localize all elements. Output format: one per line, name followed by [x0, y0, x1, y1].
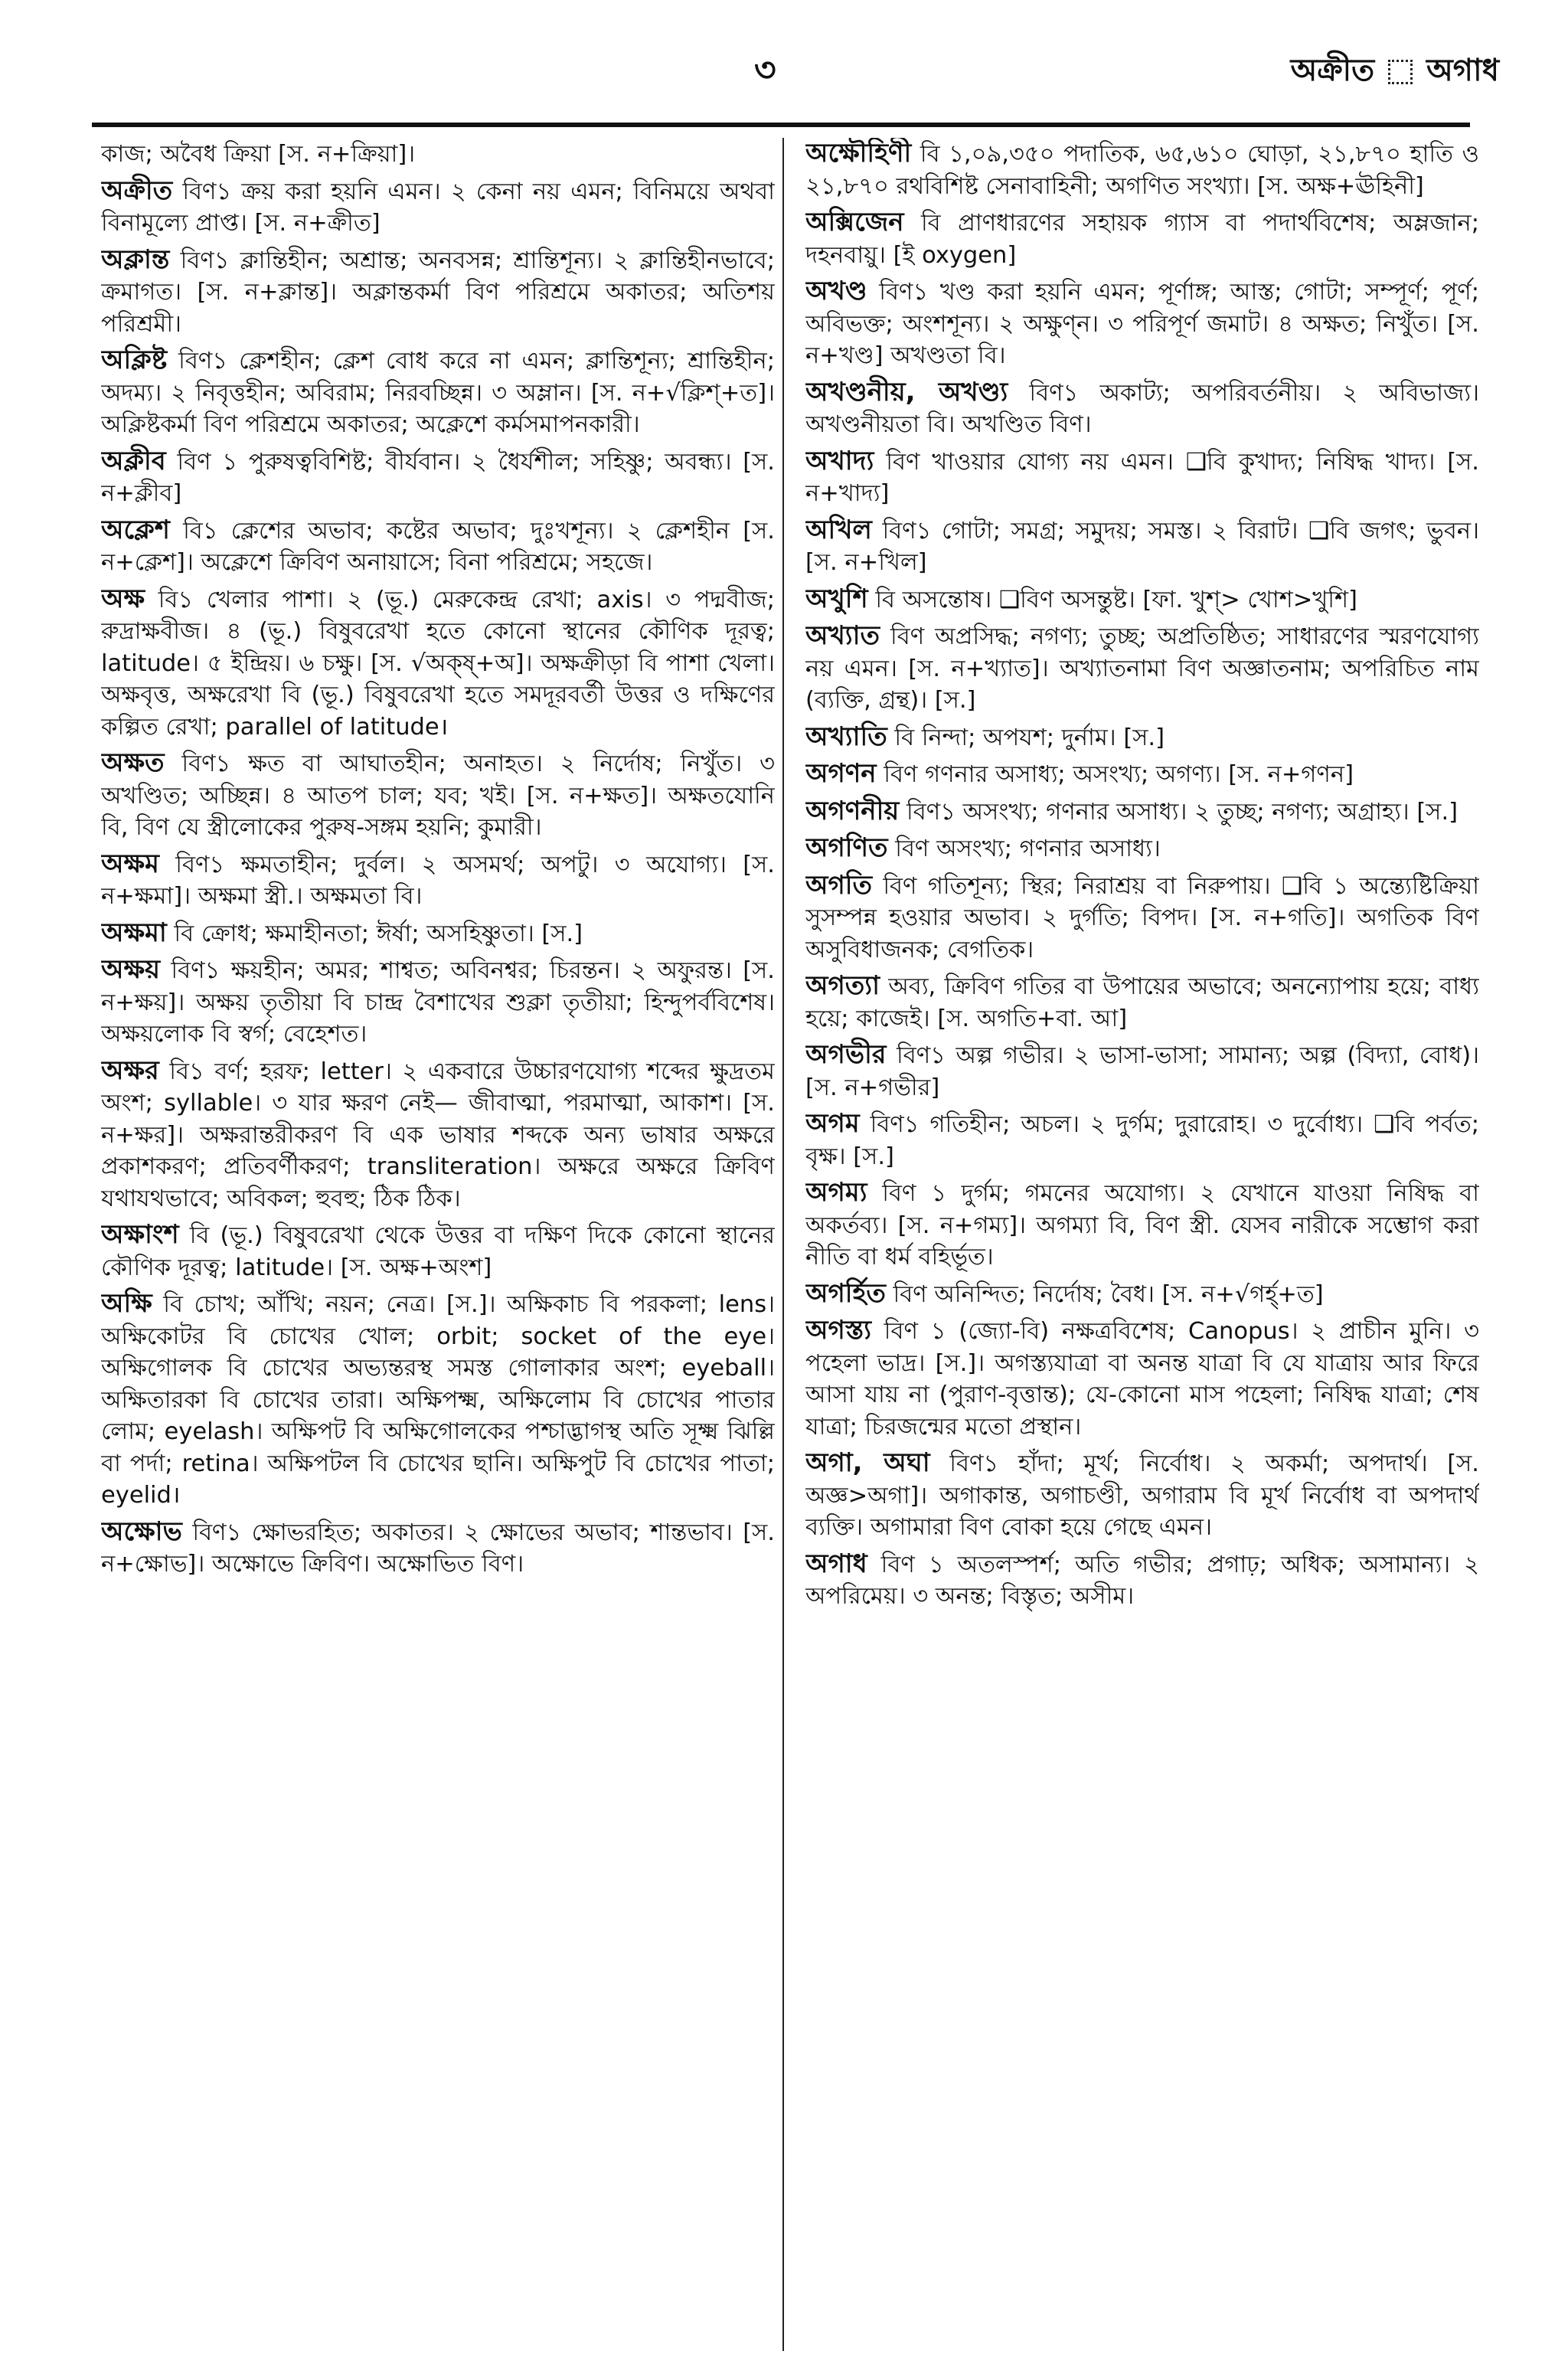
dictionary-entry [805, 970, 1479, 1035]
running-head [1291, 46, 1499, 97]
dictionary-entry [805, 721, 1479, 754]
dictionary-entry [805, 584, 1479, 616]
entry-headword: অখিল [805, 514, 872, 545]
entry-headword: অক্লান্ত [101, 244, 170, 275]
dictionary-entry [805, 832, 1479, 865]
column-divider [782, 138, 784, 2351]
dictionary-entry [101, 138, 775, 171]
entry-headword: অক্ষত [101, 747, 165, 778]
entry-definition: বি প্রাণধারণের সহায়ক গ্যাস বা পদার্থবিশেষ; অম্লজান; দহনবায়ু। [ই oxygen] [805, 210, 1479, 269]
entry-headword: অক্ষোভ [101, 1516, 182, 1547]
dictionary-entry [101, 1288, 775, 1512]
dictionary-entry [805, 870, 1479, 966]
dictionary-entry [805, 207, 1479, 271]
dictionary-entry [101, 1516, 775, 1581]
dictionary-entry [805, 276, 1479, 372]
entry-headword: অগম্য [805, 1177, 867, 1208]
dictionary-entry [101, 1219, 775, 1283]
entry-definition: বি (ভূ.) বিষুবরেখা থেকে উত্তর বা দক্ষিণ দিকে কোনো স্থানের কৌণিক দূরত্ব; latitude। [স. অক্ষ+অংশ] [101, 1222, 775, 1281]
dictionary-entry [101, 917, 775, 950]
entry-definition: বিণ১ ক্ষত বা আঘাতহীন; অনাহত। ২ নির্দোষ; নিখুঁত। ৩ অখণ্ডিত; অচ্ছিন্ন। ৪ আতপ চাল; যব; খই। [স. ন+ক্ষত]। অক্ষতযোনি বি, বিণ যে স্ত্রীলোকের পুরুষ-সঙ্গম হয়নি; কুমারী। [101, 750, 775, 841]
entry-headword: অক্রীত [101, 175, 173, 206]
entry-definition: বিণ১ ক্লেশহীন; ক্লেশ বোধ করে না এমন; ক্লান্তিশূন্য; শ্রান্তিহীন; অদম্য। ২ নিবৃত্তহীন; অবিরাম; নিরবচ্ছিন্ন। ৩ অম্লান। [স. ন+√ক্লিশ্+ত]। অক্লিষ্টকর্মা বিণ পরিশ্রমে অকাতর; অক্লেশে কর্মসমাপনকারী। [101, 348, 775, 438]
entry-headword: অক্লিষ্ট [101, 345, 168, 375]
entry-definition: বি অসন্তোষ। ❑বিণ অসন্তুষ্ট। [ফা. খুশ্> খোশ>খুশি] [867, 586, 1357, 613]
entry-headword: অগভীর [805, 1039, 887, 1070]
entry-definition: বিণ১ অকাট্য; অপরিবর্তনীয়। ২ অবিভাজ্য। অখণ্ডনীয়তা বি। অখণ্ডিত বিণ। [805, 379, 1479, 438]
entry-headword: অগণিত [805, 832, 888, 863]
dictionary-entry [101, 849, 775, 913]
entry-definition: বিণ১ হাঁদা; মূর্খ; নির্বোধ। ২ অকর্মা; অপদার্থ। [স. অজ্ঞ>অগা]। অগাকান্ত, অগাচণ্ডী, অগারাম বি মূর্খ নির্বোধ বা অপদার্থ ব্যক্তি। অগামারা বিণ বোকা হয়ে গেছে এমন। [805, 1450, 1479, 1541]
running-head-last-word: অগাধ [1426, 53, 1499, 88]
entry-definition: বিণ অনিন্দিত; নির্দোষ; বৈধ। [স. ন+√গর্হ্+ত] [885, 1280, 1324, 1308]
dictionary-entry [805, 1278, 1479, 1311]
entry-definition: বিণ অসংখ্য; গণনার অসাধ্য। [887, 835, 1161, 862]
entry-definition: বিণ ১ (জ্যো-বি) নক্ষত্রবিশেষ; Canopus। ২ প্রাচীন মুনি। ৩ পহেলা ভাদ্র। [স.]। অগস্ত্যযাত্রা বা অনন্ত যাত্রা বি যে যাত্রায় আর ফিরে আসা যায় না (পুরাণ-বৃত্তান্ত); যে-কোনো মাস পহেলা; নিষিদ্ধ যাত্রা; শেষ যাত্রা; চিরজন্মের মতো প্রস্থান। [805, 1318, 1479, 1440]
entry-definition: বিণ১ খণ্ড করা হয়নি এমন; পূর্ণাঙ্গ; আস্ত; গোটা; সম্পূর্ণ; পূর্ণ; অবিভক্ত; অংশশূন্য। ২ অক্ষুণ্ন। ৩ পরিপূর্ণ জমাট। ৪ অক্ষত; নিখুঁত। [স. ন+খণ্ড] অখণ্ডতা বি। [805, 279, 1479, 369]
dictionary-entry [805, 515, 1479, 579]
dictionary-entry [101, 345, 775, 441]
dictionary-entry [805, 446, 1479, 510]
page-header [0, 0, 1568, 126]
entry-headword: অখণ্ড [805, 276, 867, 306]
entry-definition: বি১ ক্লেশের অভাব; কষ্টের অভাব; দুঃখশূন্য। ২ ক্লেশহীন [স. ন+ক্লেশ]। অক্লেশে ক্রিবিণ অনায়াসে; বিনা পরিশ্রমে; সহজে। [101, 517, 775, 576]
entry-headword: অক্ষি [101, 1288, 152, 1319]
entry-headword: অখ্যাত [805, 620, 880, 651]
dictionary-entry [101, 175, 775, 240]
dictionary-entry [805, 1548, 1479, 1613]
entry-headword: অগণনীয় [805, 795, 900, 826]
entry-definition: বিণ অপ্রসিদ্ধ; নগণ্য; তুচ্ছ; অপ্রতিষ্ঠিত; সাধারণের স্মরণযোগ্য নয় এমন। [স. ন+খ্যাত]। অখ্যাতনামা বিণ অজ্ঞাতনাম; অপরিচিত নাম (ব্যক্তি, গ্রন্থ)। [স.] [805, 623, 1479, 714]
entry-definition: বিণ১ অসংখ্য; গণনার অসাধ্য। ২ তুচ্ছ; নগণ্য; অগ্রাহ্য। [স.] [899, 798, 1459, 826]
entry-headword: অক্ষ [101, 583, 145, 614]
dictionary-entry [805, 1039, 1479, 1104]
dictionary-entry [101, 584, 775, 744]
entry-headword: অক্ষম [101, 848, 159, 879]
entry-definition: কাজ; অবৈধ ক্রিয়া [স. ন+ক্রিয়া]। [101, 141, 416, 168]
entry-definition: বিণ১ ক্ষোভরহিত; অকাতর। ২ ক্ষোভের অভাব; শান্তভাব। [স. ন+ক্ষোভ]। অক্ষোভে ক্রিবিণ। অক্ষোভিত বিণ। [101, 1519, 775, 1578]
entry-definition: বিণ১ গোটা; সমগ্র; সমুদয়; সমস্ত। ২ বিরাট। ❑বি জগৎ; ভুবন। [স. ন+খিল] [805, 517, 1479, 576]
header-rule [92, 123, 1470, 127]
entry-headword: অক্ষৌহিণী [805, 138, 912, 168]
entry-headword: অগা, অঘা [805, 1447, 930, 1478]
dictionary-entry [101, 515, 775, 579]
dictionary-entry [805, 377, 1479, 441]
separator-box-icon [1388, 60, 1413, 84]
dictionary-entry [101, 244, 775, 341]
entry-definition: বিণ১ ক্লান্তিহীন; অশ্রান্ত; অনবসন্ন; শ্রান্তিশূন্য। ২ ক্লান্তিহীনভাবে; ক্রমাগত। [স. ন+ক্লান্ত]। অক্লান্তকর্মা বিণ পরিশ্রমে অকাতর; অতিশয় পরিশ্রমী। [101, 247, 775, 338]
entry-definition: বিণ১ ক্রয় করা হয়নি এমন। ২ কেনা নয় এমন; বিনিময়ে অথবা বিনামূল্যে প্রাপ্ত। [স. ন+ক্রীত] [101, 178, 775, 237]
entry-definition: বি১ খেলার পাশা। ২ (ভূ.) মেরুকেন্দ্র রেখা; axis। ৩ পদ্মবীজ; রুদ্রাক্ষবীজ। ৪ (ভূ.) বিষুবরেখা হতে কোনো স্থানের কৌণিক দূরত্ব; latitude। ৫ ইন্দ্রিয়। ৬ চক্ষু। [স. √অক্ষ্+অ]। অক্ষক্রীড়া বি পাশা খেলা। অক্ষবৃত্ত, অক্ষরেখা বি (ভূ.) বিষুবরেখা হতে সমদূরবর্তী উত্তর ও দক্ষিণের কল্পিত রেখা; parallel of latitude। [101, 586, 775, 741]
entry-headword: অগণন [805, 758, 877, 789]
entry-headword: অক্লেশ [101, 514, 170, 545]
entry-definition: বিণ১ ক্ষয়হীন; অমর; শাশ্বত; অবিনশ্বর; চিরন্তন। ২ অফুরন্ত। [স. ন+ক্ষয়]। অক্ষয় তৃতীয়া বি চান্দ্র বৈশাখের শুক্লা তৃতীয়া; হিন্দুপর্ববিশেষ। অক্ষয়লোক বি স্বর্গ; বেহেশত। [101, 957, 775, 1048]
entry-definition: বিণ১ গতিহীন; অচল। ২ দুর্গম; দুরারোহ। ৩ দুর্বোধ্য। ❑বি পর্বত; বৃক্ষ। [স.] [805, 1111, 1479, 1170]
entry-definition: বিণ১ ক্ষমতাহীন; দুর্বল। ২ অসমর্থ; অপটু। ৩ অযোগ্য। [স. ন+ক্ষমা]। অক্ষমা স্ত্রী.। অক্ষমতা বি। [101, 851, 775, 910]
dictionary-entry [805, 796, 1479, 829]
entry-definition: অব্য, ক্রিবিণ গতির বা উপায়ের অভাবে; অনন্যোপায় হয়ে; বাধ্য হয়ে; কাজেই। [স. অগতি+বা. আ] [805, 973, 1479, 1032]
entry-definition: বিণ খাওয়ার যোগ্য নয় এমন। ❑বি কুখাদ্য; নিষিদ্ধ খাদ্য। [স. ন+খাদ্য] [805, 448, 1479, 507]
dictionary-entry [805, 620, 1479, 717]
entry-headword: অক্ষমা [101, 917, 167, 948]
dictionary-entry [805, 1315, 1479, 1443]
entry-headword: অগর্হিত [805, 1277, 886, 1309]
entry-definition: বিণ ১ অতলস্পর্শ; অতি গভীর; প্রগাঢ়; অধিক; অসামান্য। ২ অপরিমেয়। ৩ অনন্ত; বিস্তৃত; অসীম। [805, 1551, 1479, 1610]
entry-headword: অখুশি [805, 583, 868, 614]
entry-definition: বিণ গণনার অসাধ্য; অসংখ্য; অগণ্য। [স. ন+গণন] [876, 761, 1354, 788]
entry-headword: অখাদ্য [805, 445, 874, 476]
entry-definition: বি ১,০৯,৩৫০ পদাতিক, ৬৫,৬১০ ঘোড়া, ২১,৮৭০ হাতি ও ২১,৮৭০ রথবিশিষ্ট সেনাবাহিনী; অগণিত সংখ্যা। [স. অক্ষ+ঊহিনী] [805, 141, 1479, 200]
dictionary-entry [805, 1177, 1479, 1274]
entry-headword: অগম [805, 1108, 860, 1139]
entry-headword: অক্ষয় [101, 954, 161, 985]
entry-definition: বিণ ১ পুরুষত্ববিশিষ্ট; বীর্যবান। ২ ধৈর্যশীল; সহিষ্ণু; অবন্ধ্য। [স. ন+ক্লীব] [101, 448, 775, 507]
entry-definition: বি নিন্দা; অপযশ; দুর্নাম। [স.] [887, 724, 1165, 751]
dictionary-entry [101, 1055, 775, 1215]
entry-headword: অগস্ত্য [805, 1315, 872, 1346]
entry-headword: অক্ষর [101, 1055, 159, 1086]
entry-definition: বি ক্রোধ; ক্ষমাহীনতা; ঈর্ষা; অসহিষ্ণুতা। [স.] [166, 920, 583, 947]
dictionary-entry [101, 446, 775, 510]
entry-headword: অগাধ [805, 1548, 867, 1579]
right-column [805, 138, 1479, 2351]
entry-headword: অখ্যাতি [805, 721, 887, 752]
dictionary-entry [805, 758, 1479, 791]
running-head-first-word: অক্রীত [1290, 53, 1375, 88]
entry-definition: বি চোখ; আঁখি; নয়ন; নেত্র। [স.]। অক্ষিকাচ বি পরকলা; lens। অক্ষিকোটর বি চোখের খোল; orbit; socket of the eye। অক্ষিগোলক বি চোখের অভ্যন্তরস্থ সমস্ত গোলাকার অংশ; eyeball। অক্ষিতারকা বি চোখের তারা। অক্ষিপক্ষ্ম, অক্ষিলোম বি চোখের পাতার লোম; eyelash। অক্ষিপট বি অক্ষিগোলকের পশ্চাদ্ভাগস্থ অতি সূক্ষ্ম ঝিল্লি বা পর্দা; retina। অক্ষিপটল বি চোখের ছানি। অক্ষিপুট বি চোখের পাতা; eyelid। [101, 1291, 775, 1509]
entry-definition: বিণ গতিশূন্য; স্থির; নিরাশ্রয় বা নিরুপায়। ❑বি ১ অন্ত্যেষ্টিক্রিয়া সুসম্পন্ন হওয়ার অভাব। ২ দুর্গতি; বিপদ। [স. ন+গতি]। অগতিক বিণ অসুবিধাজনক; বেগতিক। [805, 872, 1479, 963]
dictionary-entry [805, 1108, 1479, 1172]
entry-headword: অক্সিজেন [805, 207, 904, 237]
entry-headword: অগতি [805, 869, 872, 901]
entry-headword: অখণ্ডনীয়, অখণ্ড্য [805, 376, 1008, 407]
dictionary-entry [101, 747, 775, 844]
dictionary-entry [805, 1447, 1479, 1544]
entry-headword: অক্ষাংশ [101, 1219, 179, 1250]
dictionary-entry [101, 954, 775, 1051]
entry-headword: অগত্যা [805, 970, 880, 1001]
left-column [101, 138, 775, 2351]
entry-definition: বিণ ১ দুর্গম; গমনের অযোগ্য। ২ যেখানে যাওয়া নিষিদ্ধ বা অকর্তব্য। [স. ন+গম্য]। অগম্যা বি, বিণ স্ত্রী. যেসব নারীকে সম্ভোগ করা নীতি বা ধর্ম বহির্ভূত। [805, 1180, 1479, 1270]
entry-definition: বিণ১ অল্প গভীর। ২ ভাসা-ভাসা; সামান্য; অল্প (বিদ্যা, বোধ)। [স. ন+গভীর] [805, 1042, 1479, 1101]
page-number: ৩ [754, 51, 776, 90]
entry-headword: অক্লীব [101, 445, 166, 476]
dictionary-entry [805, 138, 1479, 202]
entry-definition: বি১ বর্ণ; হরফ; letter। ২ একবারে উচ্চারণযোগ্য শব্দের ক্ষুদ্রতম অংশ; syllable। ৩ যার ক্ষরণ নেই— জীবাত্মা, পরমাত্মা, আকাশ। [স. ন+ক্ষর]। অক্ষরান্তরীকরণ বি এক ভাষার শব্দকে অন্য ভাষার অক্ষরে প্রকাশকরণ; প্রতিবর্ণীকরণ; transliteration। অক্ষরে অক্ষরে ক্রিবিণ যথাযথভাবে; অবিকল; হুবহু; ঠিক ঠিক। [101, 1058, 775, 1212]
